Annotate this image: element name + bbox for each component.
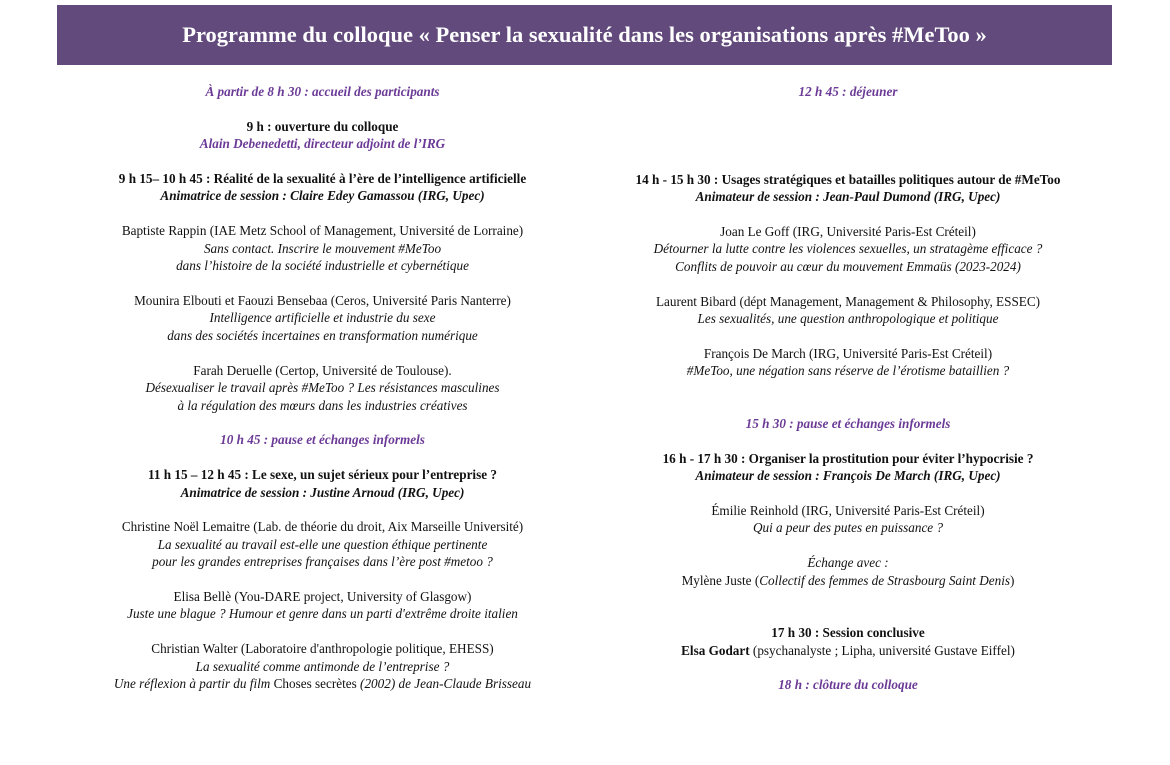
break-1: 10 h 45 : pause et échanges informels	[220, 432, 425, 448]
opening-time: 9 h : ouverture du colloque	[246, 118, 399, 134]
session4-moderator: Animateur de session : François De March (IRG, Upec)	[695, 468, 1001, 484]
talk-deruelle	[60, 362, 585, 415]
welcome-slot: À partir de 8 h 30 : accueil des participants	[205, 84, 440, 99]
talk-bibard	[583, 293, 1113, 328]
talk-elbouti-bensebaa	[60, 292, 585, 345]
talk-walter	[60, 640, 585, 693]
talk-title-line: Sans contact. Inscrire le mouvement #MeToo	[203, 240, 442, 256]
talk-title-line: Détourner la lutte contre les violences sexuelles, un stratagème efficace ?	[653, 241, 1043, 257]
talk-speaker: Christine Noël Lemaitre (Lab. de théorie du droit, Aix Marseille Université)	[121, 519, 524, 535]
talk-title-line: à la régulation des mœurs dans les industries créatives	[177, 397, 468, 413]
talk-title-line: Les sexualités, une question anthropologique et politique	[697, 311, 999, 327]
participant-close: )	[1010, 572, 1015, 588]
exchange-intro: Échange avec :	[807, 554, 889, 570]
participant-affiliation: Collectif des femmes de Strasbourg Saint Denis	[759, 572, 1011, 588]
conclusion-speaker	[583, 642, 1113, 660]
session2-title: 11 h 15 – 12 h 45 : Le sexe, un sujet sérieux pour l’entreprise ?	[148, 466, 497, 482]
session1-title: 9 h 15– 10 h 45 : Réalité de la sexualité à l’ère de l’intelligence artificielle	[118, 170, 527, 186]
film-detail: (2002) de Jean-Claude Brisseau	[356, 676, 532, 692]
conclusion-name: Elsa Godart	[681, 642, 750, 658]
conclusion-affiliation: (psychanalyste ; Lipha, université Gustave Eiffel)	[749, 642, 1015, 658]
left-column	[60, 83, 585, 693]
talk-speaker: Émilie Reinhold (IRG, Université Paris-Est Créteil)	[711, 502, 985, 518]
conclusion-title: 17 h 30 : Session conclusive	[771, 625, 925, 641]
exchange-block	[583, 554, 1113, 589]
talk-title-line: dans des sociétés incertaines en transformation numérique	[167, 327, 478, 343]
talk-title-line: La sexualité au travail est-elle une question éthique pertinente	[157, 536, 488, 552]
lunch-slot: 12 h 45 : déjeuner	[798, 84, 898, 99]
talk-speaker: Elisa Bellè (You-DARE project, University of Glasgow)	[173, 588, 472, 604]
session3-moderator: Animateur de session : Jean-Paul Dumond (IRG, Upec)	[695, 189, 1001, 205]
talk-belle	[60, 588, 585, 623]
participant-name: Mylène Juste (	[681, 572, 760, 588]
talk-rappin	[60, 222, 585, 275]
page-title: Programme du colloque « Penser la sexualité dans les organisations après #MeToo »	[57, 5, 1112, 65]
talk-title-line	[60, 675, 585, 693]
talk-title-line: Intelligence artificielle et industrie du sexe	[209, 310, 436, 326]
film-title: Choses secrètes	[273, 676, 357, 692]
right-column	[583, 83, 1113, 694]
talk-le-goff	[583, 223, 1113, 276]
talk-speaker: Christian Walter (Laboratoire d'anthropologie politique, EHESS)	[151, 641, 494, 657]
session1-moderator: Animatrice de session : Claire Edey Gamassou (IRG, Upec)	[160, 188, 485, 204]
session2-moderator: Animatrice de session : Justine Arnoud (IRG, Upec)	[180, 484, 465, 500]
talk-speaker: Baptiste Rappin (IAE Metz School of Management, Université de Lorraine)	[121, 222, 524, 238]
exchange-participant	[583, 572, 1113, 590]
talk-title-line: Conflits de pouvoir au cœur du mouvement Emmaüs (2023-2024)	[675, 258, 1021, 274]
talk-title-line: pour les grandes entreprises françaises dans l’ère post #metoo ?	[152, 554, 493, 570]
talk-title-line: #MeToo, une négation sans réserve de l’érotisme bataillien ?	[686, 363, 1010, 379]
talk-de-march	[583, 345, 1113, 380]
session3-title: 14 h - 15 h 30 : Usages stratégiques et batailles politiques autour de #MeToo	[635, 171, 1061, 187]
talk-title-line: Juste une blague ? Humour et genre dans un parti d'extrême droite italien	[127, 606, 518, 622]
talk-speaker: Joan Le Goff (IRG, Université Paris-Est Créteil)	[720, 223, 976, 239]
talk-reinhold	[583, 502, 1113, 537]
session4-title: 16 h - 17 h 30 : Organiser la prostitution pour éviter l’hypocrisie ?	[662, 450, 1034, 466]
talk-title-line: La sexualité comme antimonde de l’entreprise ?	[195, 658, 450, 674]
talk-title-line: Qui a peur des putes en puissance ?	[752, 520, 944, 536]
talk-speaker: Laurent Bibard (dépt Management, Management & Philosophy, ESSEC)	[655, 293, 1041, 309]
break-2: 15 h 30 : pause et échanges informels	[745, 415, 951, 431]
talk-title-line: Désexualiser le travail après #MeToo ? Les résistances masculines	[145, 380, 500, 396]
talk-speaker: Farah Deruelle (Certop, Université de Toulouse).	[193, 362, 452, 378]
film-intro: Une réflexion à partir du film	[113, 676, 274, 692]
talk-speaker: François De March (IRG, Université Paris-Est Créteil)	[703, 345, 993, 361]
talk-noel-lemaitre	[60, 518, 585, 571]
talk-title-line: dans l’histoire de la société industrielle et cybernétique	[176, 258, 469, 274]
closing-slot: 18 h : clôture du colloque	[778, 677, 918, 693]
opening-speaker: Alain Debenedetti, directeur adjoint de l’IRG	[199, 136, 446, 152]
talk-speaker: Mounira Elbouti et Faouzi Bensebaa (Ceros, Université Paris Nanterre)	[134, 292, 511, 308]
